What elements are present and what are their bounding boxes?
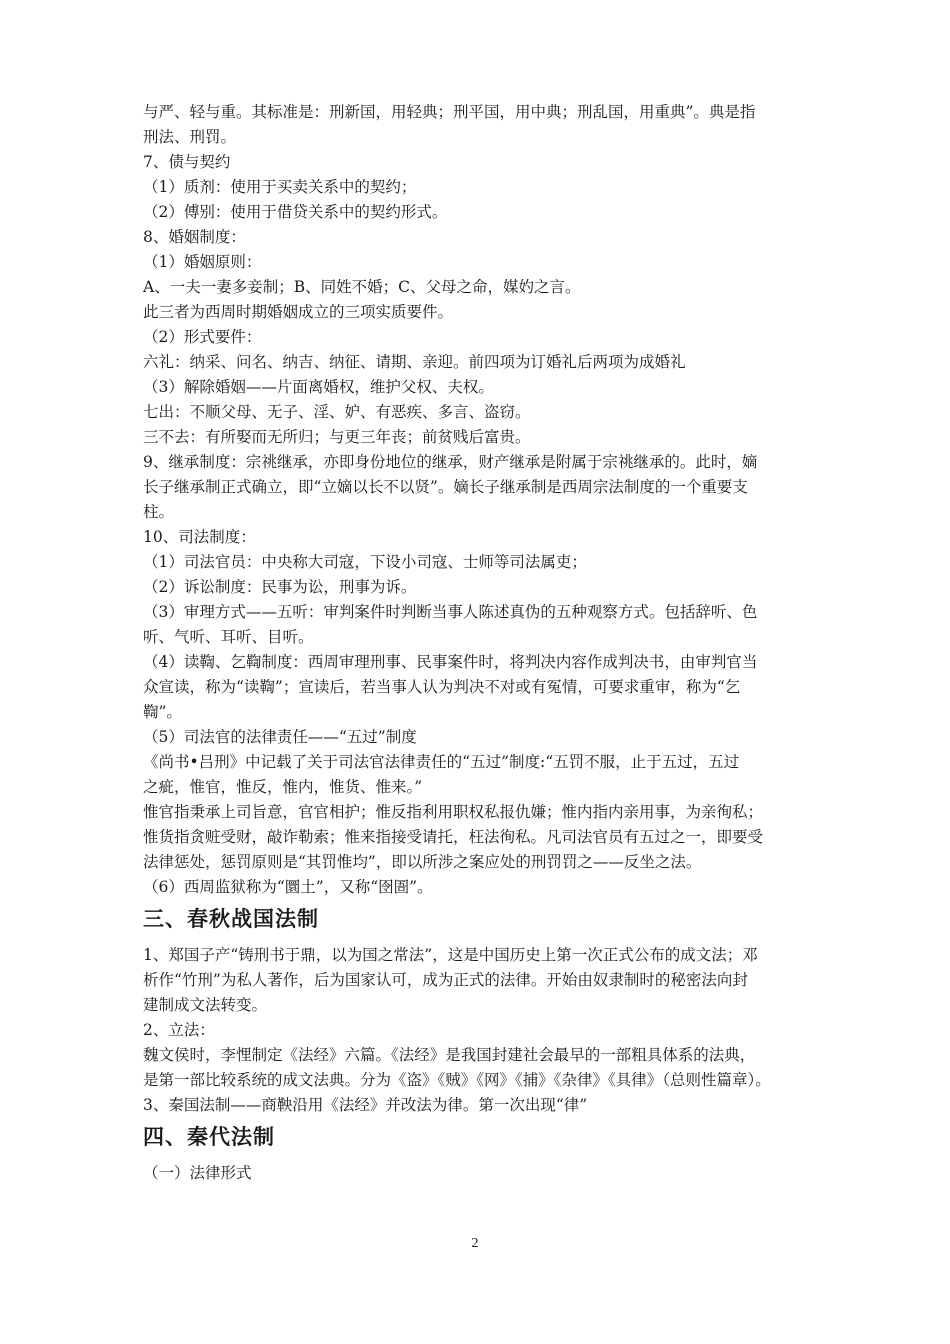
text-line: （2）傅别：使用于借贷关系中的契约形式。	[143, 203, 448, 221]
text-line: 惟官指秉承上司旨意，官官相护；惟反指利用职权私报仇嫌；惟内指内亲用事，为亲徇私；	[143, 803, 764, 821]
text-line: 鞫”。	[143, 703, 182, 721]
section-xizhou-continued	[143, 100, 819, 900]
text-line: 众宣读，称为“读鞫”；宣读后，若当事人认为判决不对或有冤情，可要求重审，称为“乞	[143, 678, 741, 696]
text-line: 1、郑国子产“铸刑书于鼎，以为国之常法”，这是中国历史上第一次正式公布的成文法；邓	[143, 946, 758, 964]
section-qin	[143, 1161, 819, 1186]
text-line: 此三者为西周时期婚姻成立的三项实质要件。	[143, 303, 454, 321]
section-heading: 四、秦代法制	[143, 1125, 275, 1149]
text-line: 《尚书•吕刑》中记载了关于司法官法律责任的“五过”制度:“五罚不服，止于五过，五过	[143, 753, 740, 771]
text-line: 与严、轻与重。其标准是：刑新国，用轻典；刑平国，用中典；刑乱国，用重典”。典是指	[143, 103, 756, 121]
section-chunqiu-zhanguo	[143, 943, 819, 1118]
text-line: （3）审理方式——五听：审判案件时判断当事人陈述真伪的五种观察方式。包括辞听、色	[143, 603, 758, 621]
text-line: （4）读鞫、乞鞫制度：西周审理刑事、民事案件时，将判决内容作成判决书，由审判官当	[143, 653, 758, 671]
text-line: 惟货指贪赃受财，敲诈勒索；惟来指接受请托，枉法徇私。凡司法官员有五过之一，即要受	[143, 828, 764, 846]
text-line: （1）婚姻原则：	[143, 253, 262, 271]
text-line: （1）质剂：使用于买卖关系中的契约；	[143, 178, 417, 196]
text-line: （2）诉讼制度：民事为讼，刑事为诉。	[143, 578, 417, 596]
text-line: 析作“竹刑”为私人著作，后为国家认可，成为正式的法律。开始由奴隶制时的秘密法向封	[143, 971, 748, 989]
text-line: 长子继承制正式确立，即“立嫡以长不以贤”。嫡长子继承制是西周宗法制度的一个重要支	[143, 478, 748, 496]
text-line: （3）解除婚姻——片面离婚权，维护父权、夫权。	[143, 378, 494, 396]
text-line: 9、继承制度：宗祧继承，亦即身份地位的继承，财产继承是附属于宗祧继承的。此时，嫡	[143, 453, 758, 471]
text-line: （1）司法官员：中央称大司寇，下设小司寇、士师等司法属吏；	[143, 553, 587, 571]
text-line: （2）形式要件：	[143, 328, 262, 346]
page-number: 2	[471, 1236, 479, 1251]
text-line: 3、秦国法制——商鞅沿用《法经》并改法为律。第一次出现“律”	[143, 1096, 588, 1114]
text-line: A、一夫一妻多妾制；B、同姓不婚；C、父母之命，媒妁之言。	[143, 278, 581, 296]
page-content	[143, 100, 819, 1186]
text-line: 法律惩处，惩罚原则是“其罚惟均”，即以所涉之案应处的刑罚罚之——反坐之法。	[143, 853, 702, 871]
text-line: 10、司法制度：	[143, 528, 256, 546]
text-line: 刑法、刑罚。	[143, 128, 237, 146]
text-line: （一）法律形式	[143, 1164, 252, 1182]
text-line: 听、气听、耳听、目听。	[143, 628, 314, 646]
text-line: 是第一部比较系统的成文法典。分为《盗》《贼》《网》《捕》《杂律》《具律》（总则性篇章）。	[143, 1071, 771, 1089]
text-line: 魏文侯时，李悝制定《法经》六篇。《法经》是我国封建社会最早的一部粗具体系的法典，	[143, 1046, 756, 1064]
text-line: （5）司法官的法律责任——“五过”制度	[143, 728, 417, 746]
text-line: 8、婚姻制度：	[143, 228, 246, 246]
text-line: 2、立法：	[143, 1021, 215, 1039]
text-line: 七出：不顺父母、无子、淫、妒、有恶疾、多言、盗窃。	[143, 403, 531, 421]
text-line: 之疵，惟官，惟反，惟内，惟货、惟来。”	[143, 778, 423, 796]
text-line: （6）西周监狱称为“圜土”，又称“囹圄”。	[143, 878, 433, 896]
text-line: 柱。	[143, 503, 175, 521]
text-line: 六礼：纳采、问名、纳吉、纳征、请期、亲迎。前四项为订婚礼后两项为成婚礼	[143, 353, 686, 371]
section-heading: 三、春秋战国法制	[143, 907, 319, 931]
text-line: 三不去：有所娶而无所归；与更三年丧；前贫贱后富贵。	[143, 428, 531, 446]
text-line: 建制成文法转变。	[143, 996, 268, 1014]
text-line: 7、债与契约	[143, 153, 231, 171]
